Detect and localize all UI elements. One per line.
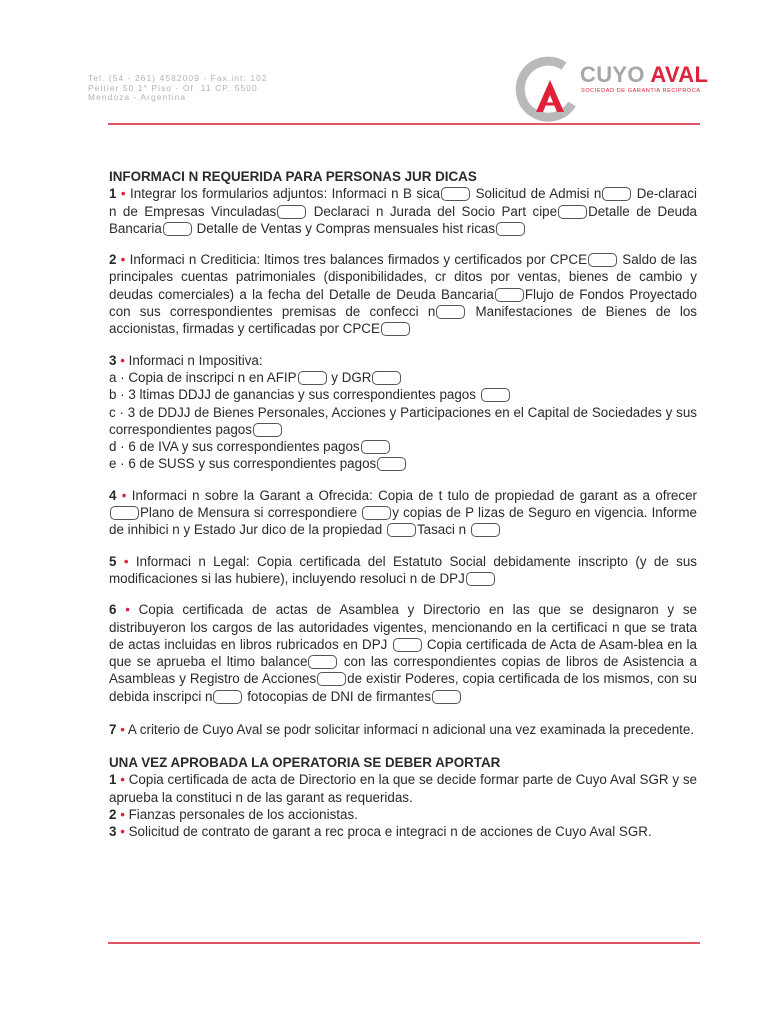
item-text: c · 3 de DDJJ de Bienes Personales, Acciones y Participaciones en el Capital de Sociedades y sus correspondientes pagos (109, 404, 697, 437)
section-4-text (109, 487, 697, 539)
section-number: 4 (109, 487, 117, 503)
checkbox-tasacion[interactable] (471, 523, 500, 537)
item-text: fotocopias de DNI de firmantes (247, 688, 432, 704)
checkbox-manifestaciones-bienes[interactable] (381, 322, 410, 336)
section-4 (109, 487, 697, 539)
item-text: Integrar los formularios adjuntos: Informaci n B sica (130, 186, 441, 202)
item-text: b · 3 ltimas DDJJ de ganancias y sus correspondientes pagos (109, 387, 476, 403)
section-number: 3 (109, 352, 117, 368)
section-6 (109, 601, 697, 705)
contact-info (88, 74, 268, 103)
approval-item-2 (109, 806, 697, 823)
checkbox-afip[interactable] (298, 371, 327, 385)
section-2 (109, 251, 697, 337)
section-3-item-e (109, 455, 697, 472)
item-text: Plano de Mensura si correspondiere (140, 505, 358, 521)
item-text: a · Copia de inscripci n en AFIP (109, 369, 297, 385)
approval-item-3 (109, 823, 697, 840)
item-text: Flujo de Fondos Proyectado con sus correspondientes premisas de confecci n (109, 286, 697, 320)
item-text: A criterio de Cuyo Aval se podr solicitar informaci n adicional una vez examinada la precedente. (127, 722, 695, 738)
approval-title: UNA VEZ APROBADA LA OPERATORIA SE DEBER APORTAR (109, 755, 501, 771)
section-number: 2 (109, 806, 117, 822)
checkbox-deuda-bancaria[interactable] (163, 222, 192, 236)
logo-word-cuyo: CUYO (580, 62, 645, 87)
checkbox-acta-asamblea[interactable] (308, 655, 337, 669)
section-number: 1 (109, 186, 117, 202)
bullet-icon: • (123, 553, 129, 569)
item-text: de existir Poderes, copia certificada de los mismos, con su debida inscripci n (109, 671, 697, 704)
item-text: Informaci n Crediticia: ltimos tres balances firmados y certificados por CPCE (129, 252, 588, 268)
checkbox-dgr[interactable] (372, 371, 401, 385)
checkbox-balances[interactable] (588, 253, 617, 267)
section-7-text (109, 719, 697, 740)
checkbox-informacion-basica[interactable] (441, 187, 470, 201)
item-text: Informaci n sobre la Garant a Ofrecida: Copia de t tulo de propiedad de garant as a ofrecer (131, 487, 697, 503)
item-text: Detalle de Deuda Bancaria (109, 203, 697, 236)
checkbox-poderes[interactable] (213, 690, 242, 704)
section-7 (109, 719, 697, 740)
item-text: Informaci n Legal: Copia certificada del Estatuto Social debidamente inscripto (y de sus modificaciones si las hubiere), incluyendo resoluci n de DPJ (109, 553, 697, 586)
section-1 (109, 168, 697, 237)
section-3-heading (109, 352, 697, 369)
checkbox-empresas-vinculadas[interactable] (277, 205, 306, 219)
section-6-text (109, 601, 697, 705)
checkbox-suss[interactable] (377, 457, 406, 471)
checkbox-estado-juridico[interactable] (387, 523, 416, 537)
section-number: 1 (109, 772, 117, 788)
item-text: Saldo de las principales cuentas patrimoniales (disponibilidades, cr ditos por ventas, bienes de cambio y deudas comerciales) a la fecha del Detalle de Deuda Bancaria (109, 252, 697, 302)
section-1-text (109, 185, 697, 237)
item-text: e · 6 de SUSS y sus correspondientes pagos (109, 456, 377, 472)
logo-tagline: SOCIEDAD DE GARANTIA RECIPROCA (581, 88, 701, 94)
checkbox-plano-mensura[interactable] (362, 506, 391, 520)
checkbox-ddjj-ganancias[interactable] (481, 388, 510, 402)
item-text: Copia certificada de actas de Asamblea y Directorio en las que se designaron y se distribuyeron los cargos de las autoridades vigentes, mencionando en la certificaci n que se trata de actas incluidas en libros rubricados en DPJ (109, 602, 697, 652)
item-text: Copia certificada de acta de Directorio en la que se decide formar parte de Cuyo Aval SGR y se aprueba la constituci n de las garant as requeridas. (109, 772, 697, 805)
item-text: Copia certificada de Acta de Asam-blea en la que se aprueba el ltimo balance (109, 636, 697, 670)
section-number: 3 (109, 824, 117, 840)
checkbox-iva[interactable] (361, 440, 390, 454)
section-2-text (109, 251, 697, 337)
approval-section (109, 754, 697, 840)
header-divider (108, 123, 700, 125)
contact-city: Mendoza - Argentina (88, 92, 187, 103)
section-number: 2 (109, 252, 117, 268)
bullet-icon: • (120, 806, 125, 822)
checkbox-bienes-personales[interactable] (253, 423, 282, 437)
item-text: y DGR (331, 369, 372, 385)
section-number: 6 (109, 602, 117, 618)
bullet-icon: • (125, 602, 130, 618)
bullet-icon: • (120, 252, 126, 268)
checkbox-actas-directorio[interactable] (393, 638, 422, 652)
cuyo-aval-logo-icon (512, 54, 582, 124)
section-3-item-b (109, 386, 697, 403)
bullet-icon: • (120, 722, 125, 738)
logo-word-aval: AVAL (650, 62, 709, 87)
checkbox-saldo-cuentas[interactable] (495, 288, 524, 302)
approval-item-1 (109, 771, 697, 806)
item-text: Detalle de Ventas y Compras mensuales hist ricas (196, 220, 496, 236)
item-text: y copias de P lizas de Seguro en vigencia. Informe de inhibici n y Estado Jur dico de la propiedad (109, 505, 697, 538)
item-text: con las correspondientes copias de libros de Asistencia a Asambleas y Registro de Acciones (109, 654, 697, 687)
contact-address: Peltier 50 1° Piso - Of. 11 CP. 5500 (88, 82, 258, 93)
contact-phone: Tel. (54 - 261) 4582009 - Fax.int: 102 (88, 73, 268, 83)
item-text: Declaraci n Jurada del Socio Part cipe (313, 203, 558, 219)
checkbox-titulo-propiedad[interactable] (110, 506, 139, 520)
checkbox-flujo-fondos[interactable] (436, 305, 465, 319)
section-number: 5 (109, 553, 117, 569)
section-number: 7 (109, 722, 117, 738)
footer-divider (108, 942, 700, 944)
item-text: Fianzas personales de los accionistas. (128, 806, 358, 822)
item-text: Informaci n Impositiva: (128, 352, 263, 368)
bullet-icon: • (121, 487, 127, 503)
bullet-icon: • (120, 772, 125, 788)
item-text: d · 6 de IVA y sus correspondientes pagos (109, 439, 360, 455)
bullet-icon: • (120, 186, 126, 202)
checkbox-solicitud-admision[interactable] (602, 187, 631, 201)
item-text: Solicitud de Admisi n (475, 186, 602, 202)
item-text: Manifestaciones de Bienes de los accionistas, firmadas y certificadas por CPCE (109, 304, 697, 337)
section-3 (109, 352, 697, 473)
checkbox-registro-acciones[interactable] (317, 672, 346, 686)
section-3-item-d (109, 438, 697, 455)
bullet-icon: • (120, 352, 125, 368)
checkbox-declaracion-jurada[interactable] (558, 205, 587, 219)
section-3-item-a (109, 369, 697, 386)
checkbox-resolucion-dpj[interactable] (466, 572, 495, 586)
checkbox-dni-firmantes[interactable] (432, 690, 461, 704)
logo-wordmark (580, 62, 708, 88)
item-text: Solicitud de contrato de garant a rec proca e integraci n de acciones de Cuyo Aval SGR. (128, 824, 652, 840)
item-text: Tasaci n (416, 522, 467, 538)
checkbox-ventas-compras[interactable] (496, 222, 525, 236)
section-3-item-c (109, 404, 697, 439)
section-5 (109, 553, 697, 588)
item-text: De-claraci n de Empresas Vinculadas (109, 186, 697, 219)
bullet-icon: • (120, 824, 125, 840)
section-5-text (109, 553, 697, 588)
page-title: INFORMACI N REQUERIDA PARA PERSONAS JUR DICAS (109, 169, 477, 184)
document-body (109, 168, 697, 855)
